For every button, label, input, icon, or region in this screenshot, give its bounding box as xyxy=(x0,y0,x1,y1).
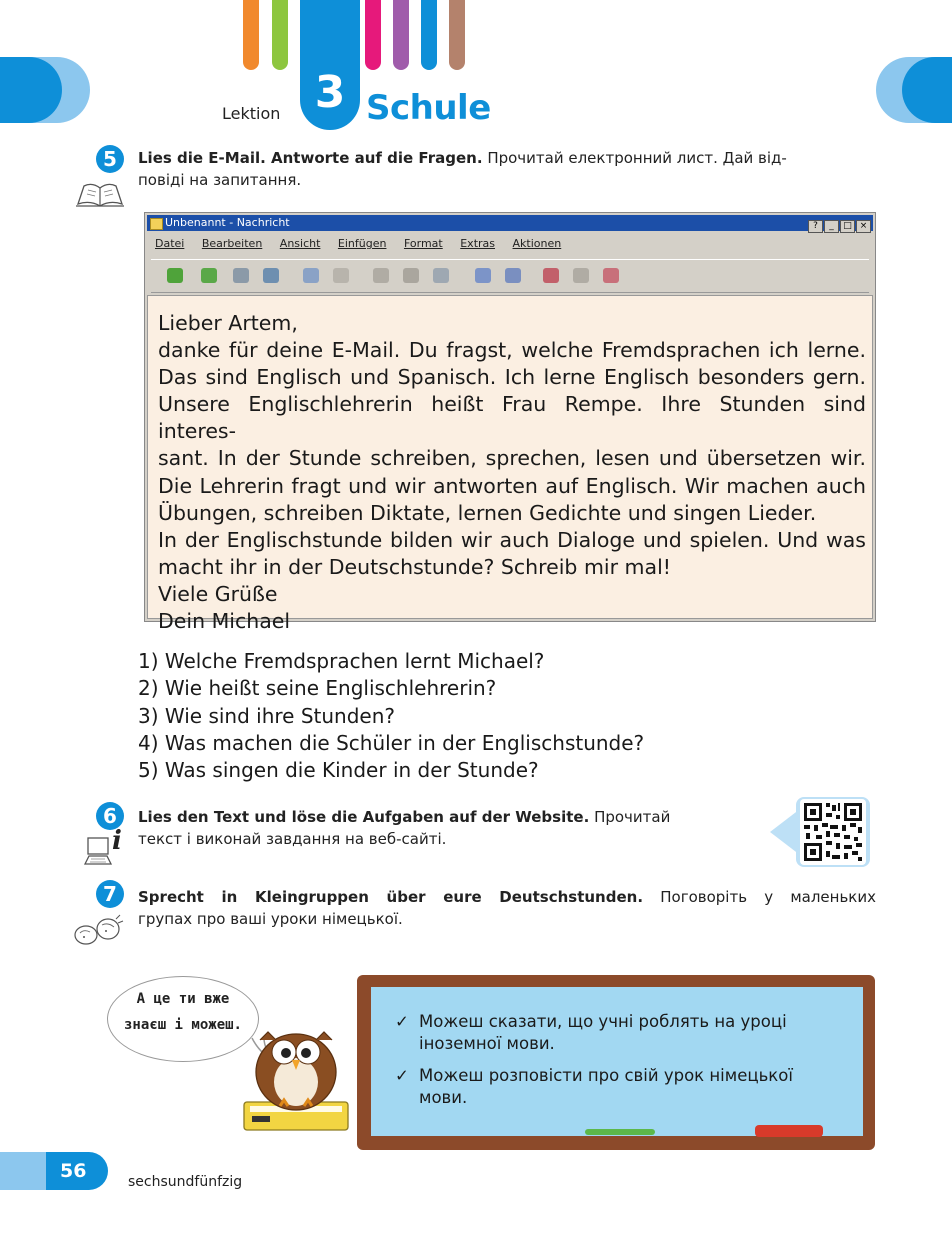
print-icon[interactable] xyxy=(333,268,349,283)
options-icon[interactable] xyxy=(603,268,619,283)
stripe-brown xyxy=(449,0,465,70)
menu-bar xyxy=(155,237,575,250)
qr-code-icon[interactable] xyxy=(800,799,866,865)
check-item xyxy=(395,1011,843,1055)
window-titlebar xyxy=(147,215,873,231)
task-7-number: 7 xyxy=(96,880,124,908)
task-6-instruction-de: Lies den Text und löse die Aufgaben auf der Website. xyxy=(138,808,590,826)
summary-board xyxy=(357,975,875,1150)
checkmark-icon: ✓ xyxy=(395,1066,409,1085)
eraser-icon xyxy=(755,1125,823,1137)
question-item: 3) Wie sind ihre Stunden? xyxy=(138,703,396,728)
page-number: 56 xyxy=(60,1160,87,1182)
email-line: Dein Michael xyxy=(158,609,291,634)
envelope-icon xyxy=(150,218,163,230)
page-number-word: sechsundfünfzig xyxy=(128,1174,243,1190)
info-letter: i xyxy=(112,826,122,856)
email-window xyxy=(144,212,876,634)
paste-icon[interactable] xyxy=(403,268,419,283)
email-line: Unsere Englischlehrerin heißt Frau Rempe. Ihre Stunden sind interes- xyxy=(158,392,866,444)
task-7-instruction-uk-1: Поговоріть у маленьких xyxy=(660,888,876,906)
checkmark-icon: ✓ xyxy=(395,1012,409,1031)
question-item: 1) Welche Fremdsprachen lernt Michael? xyxy=(138,649,545,673)
menu-ansicht[interactable]: Ansicht xyxy=(279,237,321,250)
task-7-instruction xyxy=(138,886,876,930)
reply-icon[interactable] xyxy=(233,268,249,283)
address-book-icon[interactable] xyxy=(475,268,491,283)
email-body xyxy=(147,295,873,634)
send-icon[interactable] xyxy=(167,268,183,283)
question-item: 2) Wie heißt seine Englischlehrerin? xyxy=(138,676,497,701)
menu-aktionen[interactable]: Aktionen xyxy=(512,237,562,250)
group-talk-icon xyxy=(72,913,126,947)
board-surface xyxy=(371,987,863,1136)
question-item: 5) Was singen die Kinder in der Stunde? xyxy=(138,758,539,783)
forward-icon[interactable] xyxy=(263,268,279,283)
menu-einfuegen[interactable]: Einfügen xyxy=(337,237,387,250)
menu-bearbeiten[interactable]: Bearbeiten xyxy=(201,237,263,250)
task-6-instruction xyxy=(138,806,748,850)
window-title: Unbenannt - Nachricht xyxy=(165,216,290,229)
email-line: sant. In der Stunde schreiben, sprechen, lesen und übersetzen wir. xyxy=(158,446,866,471)
receive-icon[interactable] xyxy=(201,268,217,283)
check-item-text: Можеш сказати, що учні роблять на уроці іноземної мови. xyxy=(419,1012,787,1053)
help-button[interactable]: ? xyxy=(808,220,823,233)
question-list xyxy=(138,648,644,784)
email-line: In der Englischstunde bilden wir auch Dialoge und spielen. Und was xyxy=(158,527,866,552)
task-5-instruction-de: Lies die E-Mail. Antworte auf die Fragen. xyxy=(138,149,483,167)
maximize-button[interactable]: □ xyxy=(840,220,855,233)
question-item: 4) Was machen die Schüler in der Englischstunde? xyxy=(138,730,645,755)
close-button[interactable]: × xyxy=(856,220,871,233)
check-item-text: Можеш розповісти про свій урок німецької мови. xyxy=(419,1066,793,1107)
speech-line-2: знаєш і можеш. xyxy=(123,1017,242,1033)
minimize-button[interactable]: _ xyxy=(824,220,839,233)
check-names-icon[interactable] xyxy=(505,268,521,283)
chalk-icon xyxy=(585,1129,655,1135)
stripe-purple xyxy=(393,0,409,70)
task-7-instruction-de: Sprecht in Kleingruppen über eure Deutschstunden. xyxy=(138,888,644,906)
lektion-label: Lektion xyxy=(222,104,281,123)
stripe-orange xyxy=(243,0,259,70)
page-number-bar-light xyxy=(0,1152,46,1190)
qr-code-box[interactable] xyxy=(770,797,874,867)
menu-datei[interactable]: Datei xyxy=(155,237,185,250)
flag-icon[interactable] xyxy=(573,268,589,283)
email-line: Viele Grüße xyxy=(158,581,278,606)
page-title: Schule xyxy=(366,88,491,128)
toolbar xyxy=(151,259,869,293)
task-6-number: 6 xyxy=(96,802,124,830)
open-book-icon xyxy=(74,178,126,210)
email-line: macht ihr in der Deutschstunde? Schreib mir mal! xyxy=(158,554,672,579)
stripe-pink xyxy=(365,0,381,70)
laptop-info-icon xyxy=(84,834,112,870)
owl-icon xyxy=(240,1010,352,1134)
email-line: danke für deine E-Mail. Du fragst, welche Fremdsprachen ich lerne. xyxy=(158,338,866,363)
task-6-instruction-uk-2: текст і виконай завдання на веб-сайті. xyxy=(138,830,447,848)
stripe-green xyxy=(272,0,288,70)
email-line: Lieber Artem, xyxy=(158,311,298,335)
stripe-blue xyxy=(421,0,437,70)
speech-line-1: А це ти вже xyxy=(136,991,230,1007)
task-5-instruction-uk-2: повіді на запитання. xyxy=(138,171,302,189)
email-line: Die Lehrerin fragt und wir antworten auf Englisch. Wir machen auch xyxy=(158,473,866,498)
task-5-instruction-uk-1: Прочитай електронний лист. Дай від- xyxy=(487,149,787,167)
task-5-number: 5 xyxy=(96,145,124,173)
email-line: Übungen, schreiben Diktate, lernen Gedichte und singen Lieder. xyxy=(158,500,817,525)
menu-format[interactable]: Format xyxy=(403,237,443,250)
check-item xyxy=(395,1065,843,1109)
attach-icon[interactable] xyxy=(433,268,449,283)
menu-extras[interactable]: Extras xyxy=(460,237,496,250)
priority-icon[interactable] xyxy=(543,268,559,283)
task-5-instruction xyxy=(138,147,878,191)
task-6-instruction-uk-1: Прочитай xyxy=(594,808,671,826)
email-line: Das sind Englisch und Spanisch. Ich lerne Englisch besonders gern. xyxy=(158,365,866,390)
save-icon[interactable] xyxy=(303,268,319,283)
task-7-instruction-uk-2: групах про ваші уроки німецької. xyxy=(138,910,403,928)
speech-bubble xyxy=(107,976,259,1062)
lektion-number: 3 xyxy=(300,0,360,130)
copy-icon[interactable] xyxy=(373,268,389,283)
